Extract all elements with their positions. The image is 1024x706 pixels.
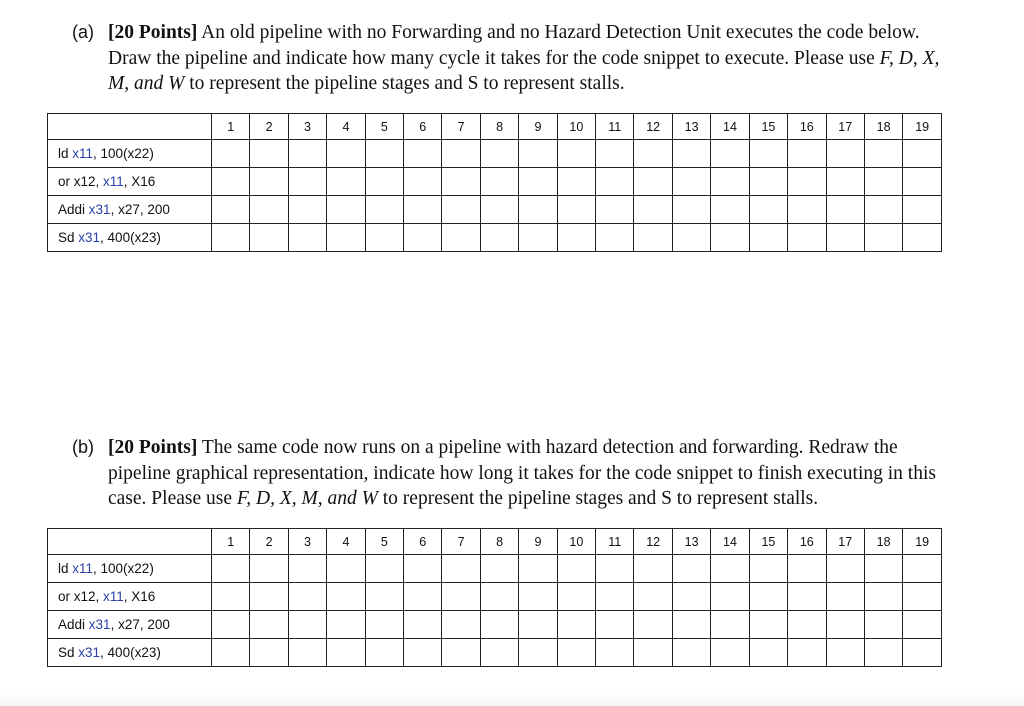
stage-cell[interactable] bbox=[826, 639, 864, 667]
stage-cell[interactable] bbox=[327, 224, 365, 252]
instruction-operands: , x27, 200 bbox=[110, 202, 170, 217]
stage-cell[interactable] bbox=[212, 583, 250, 611]
stage-cell[interactable] bbox=[864, 224, 902, 252]
stage-cell[interactable] bbox=[826, 583, 864, 611]
stage-cell[interactable] bbox=[250, 168, 288, 196]
stage-cell[interactable] bbox=[864, 555, 902, 583]
stage-cell[interactable] bbox=[788, 168, 826, 196]
stage-cell[interactable] bbox=[826, 168, 864, 196]
stage-cell[interactable] bbox=[711, 140, 749, 168]
question-b-text-1: The same code now runs on a pipeline with hazard detection and forwarding. Redraw the pipeline graphical representation, indicate how long it takes for the code snippet to finish executing in this case. Please use bbox=[108, 437, 936, 509]
stage-cell[interactable] bbox=[864, 583, 902, 611]
instruction-row bbox=[48, 196, 942, 224]
instruction-op: Sd bbox=[58, 645, 79, 660]
instruction-op: ld bbox=[58, 561, 73, 576]
stage-cell[interactable] bbox=[711, 611, 749, 639]
cycle-number-9: 9 bbox=[519, 529, 557, 555]
stage-cell[interactable] bbox=[788, 583, 826, 611]
stage-cell[interactable] bbox=[634, 140, 672, 168]
instruction-cell bbox=[48, 555, 212, 583]
cycle-number-2: 2 bbox=[250, 529, 288, 555]
instruction-operands: , x27, 200 bbox=[110, 617, 170, 632]
stage-cell[interactable] bbox=[442, 224, 480, 252]
question-b-stages: F, D, X, M, and W bbox=[236, 488, 378, 509]
stage-cell[interactable] bbox=[557, 168, 595, 196]
cycle-number-4: 4 bbox=[327, 529, 365, 555]
cycle-number-3: 3 bbox=[288, 529, 326, 555]
stage-cell[interactable] bbox=[634, 224, 672, 252]
stage-cell[interactable] bbox=[788, 555, 826, 583]
stage-cell[interactable] bbox=[596, 196, 634, 224]
stage-cell[interactable] bbox=[250, 611, 288, 639]
instruction-cell bbox=[48, 639, 212, 667]
stage-cell[interactable] bbox=[711, 555, 749, 583]
stage-cell[interactable] bbox=[250, 140, 288, 168]
stage-cell[interactable] bbox=[480, 611, 518, 639]
cycle-number-10: 10 bbox=[557, 114, 595, 140]
stage-cell[interactable] bbox=[250, 555, 288, 583]
stage-cell[interactable] bbox=[903, 224, 942, 252]
stage-cell[interactable] bbox=[480, 639, 518, 667]
stage-cell[interactable] bbox=[288, 140, 326, 168]
stage-cell[interactable] bbox=[519, 168, 557, 196]
stage-cell[interactable] bbox=[596, 611, 634, 639]
cycle-number-17: 17 bbox=[826, 114, 864, 140]
stage-cell[interactable] bbox=[634, 611, 672, 639]
cycle-number-8: 8 bbox=[480, 529, 518, 555]
stage-cell[interactable] bbox=[864, 611, 902, 639]
stage-cell[interactable] bbox=[903, 168, 942, 196]
instruction-cell bbox=[48, 196, 212, 224]
page-bottom-shade bbox=[0, 694, 1024, 706]
instruction-row bbox=[48, 611, 942, 639]
cycle-number-19: 19 bbox=[903, 114, 942, 140]
instruction-cell bbox=[48, 224, 212, 252]
stage-cell[interactable] bbox=[749, 168, 787, 196]
stage-cell[interactable] bbox=[903, 555, 942, 583]
stage-cell[interactable] bbox=[634, 196, 672, 224]
instruction-op: Addi bbox=[58, 202, 89, 217]
instruction-op: Addi bbox=[58, 617, 89, 632]
stage-cell[interactable] bbox=[672, 224, 710, 252]
stage-cell[interactable] bbox=[212, 611, 250, 639]
stage-cell[interactable] bbox=[826, 196, 864, 224]
stage-cell[interactable] bbox=[557, 583, 595, 611]
stage-cell[interactable] bbox=[404, 611, 442, 639]
stage-cell[interactable] bbox=[288, 639, 326, 667]
stage-cell[interactable] bbox=[442, 583, 480, 611]
cycle-number-8: 8 bbox=[480, 114, 518, 140]
stage-cell[interactable] bbox=[442, 168, 480, 196]
stage-cell[interactable] bbox=[212, 555, 250, 583]
stage-cell[interactable] bbox=[365, 140, 403, 168]
stage-cell[interactable] bbox=[327, 611, 365, 639]
stage-cell[interactable] bbox=[903, 639, 942, 667]
stage-cell[interactable] bbox=[288, 555, 326, 583]
cycle-number-1: 1 bbox=[212, 529, 250, 555]
stage-cell[interactable] bbox=[557, 639, 595, 667]
stage-cell[interactable] bbox=[557, 555, 595, 583]
cycle-number-5: 5 bbox=[365, 114, 403, 140]
cycle-number-18: 18 bbox=[864, 114, 902, 140]
stage-cell[interactable] bbox=[826, 611, 864, 639]
stage-cell[interactable] bbox=[596, 140, 634, 168]
stage-cell[interactable] bbox=[634, 168, 672, 196]
instruction-register: x11 bbox=[72, 561, 94, 576]
stage-cell[interactable] bbox=[519, 140, 557, 168]
stage-cell[interactable] bbox=[250, 196, 288, 224]
stage-cell[interactable] bbox=[864, 196, 902, 224]
cycle-number-13: 13 bbox=[672, 529, 710, 555]
cycle-number-14: 14 bbox=[711, 529, 749, 555]
stage-cell[interactable] bbox=[826, 224, 864, 252]
instruction-row bbox=[48, 639, 942, 667]
stage-cell[interactable] bbox=[365, 555, 403, 583]
instruction-register: x31 bbox=[78, 645, 101, 660]
cycle-number-5: 5 bbox=[365, 529, 403, 555]
cycle-number-19: 19 bbox=[903, 529, 942, 555]
stage-cell[interactable] bbox=[903, 583, 942, 611]
stage-cell[interactable] bbox=[288, 224, 326, 252]
cycle-number-15: 15 bbox=[749, 114, 787, 140]
stage-cell[interactable] bbox=[288, 196, 326, 224]
instruction-register: x11 bbox=[103, 174, 124, 189]
stage-cell[interactable] bbox=[404, 639, 442, 667]
question-a-text bbox=[108, 20, 942, 97]
stage-cell[interactable] bbox=[749, 140, 787, 168]
stage-cell[interactable] bbox=[749, 611, 787, 639]
cycle-number-12: 12 bbox=[634, 529, 672, 555]
stage-cell[interactable] bbox=[404, 140, 442, 168]
stage-cell[interactable] bbox=[442, 555, 480, 583]
cycle-number-10: 10 bbox=[557, 529, 595, 555]
stage-cell[interactable] bbox=[365, 583, 403, 611]
stage-cell[interactable] bbox=[672, 168, 710, 196]
stage-cell[interactable] bbox=[557, 224, 595, 252]
cycle-number-3: 3 bbox=[288, 114, 326, 140]
stage-cell[interactable] bbox=[480, 224, 518, 252]
stage-cell[interactable] bbox=[404, 555, 442, 583]
stage-cell[interactable] bbox=[634, 555, 672, 583]
stage-cell[interactable] bbox=[519, 224, 557, 252]
cycle-header-row bbox=[48, 529, 942, 555]
stage-cell[interactable] bbox=[365, 639, 403, 667]
stage-cell[interactable] bbox=[480, 168, 518, 196]
stage-cell[interactable] bbox=[749, 583, 787, 611]
stage-cell[interactable] bbox=[557, 140, 595, 168]
instruction-operands: , X16 bbox=[123, 174, 156, 189]
stage-cell[interactable] bbox=[212, 639, 250, 667]
stage-cell[interactable] bbox=[749, 639, 787, 667]
stage-cell[interactable] bbox=[442, 196, 480, 224]
stage-cell[interactable] bbox=[519, 611, 557, 639]
stage-cell[interactable] bbox=[672, 611, 710, 639]
cycle-number-4: 4 bbox=[327, 114, 365, 140]
stage-cell[interactable] bbox=[903, 611, 942, 639]
stage-cell[interactable] bbox=[903, 196, 942, 224]
question-b-text-2: to represent the pipeline stages and S to represent stalls. bbox=[377, 488, 819, 509]
header-corner-cell bbox=[48, 529, 212, 555]
stage-cell[interactable] bbox=[480, 140, 518, 168]
stage-cell[interactable] bbox=[672, 639, 710, 667]
stage-cell[interactable] bbox=[404, 168, 442, 196]
stage-cell[interactable] bbox=[327, 168, 365, 196]
stage-cell[interactable] bbox=[480, 196, 518, 224]
cycle-number-1: 1 bbox=[212, 114, 250, 140]
instruction-register: x31 bbox=[88, 617, 111, 632]
cycle-number-16: 16 bbox=[788, 114, 826, 140]
stage-cell[interactable] bbox=[365, 196, 403, 224]
stage-cell[interactable] bbox=[634, 639, 672, 667]
instruction-cell bbox=[48, 583, 212, 611]
instruction-operands: , 100(x22) bbox=[93, 561, 154, 576]
question-b-text bbox=[108, 435, 942, 512]
cycle-number-16: 16 bbox=[788, 529, 826, 555]
cycle-number-9: 9 bbox=[519, 114, 557, 140]
stage-cell[interactable] bbox=[480, 583, 518, 611]
cycle-header-row bbox=[48, 114, 942, 140]
stage-cell[interactable] bbox=[327, 583, 365, 611]
stage-cell[interactable] bbox=[327, 555, 365, 583]
cycle-number-7: 7 bbox=[442, 529, 480, 555]
question-a-stages: F, D, X, M, and W bbox=[108, 47, 940, 94]
stage-cell[interactable] bbox=[480, 555, 518, 583]
stage-cell[interactable] bbox=[596, 583, 634, 611]
stage-cell[interactable] bbox=[327, 140, 365, 168]
stage-cell[interactable] bbox=[404, 224, 442, 252]
stage-cell[interactable] bbox=[519, 555, 557, 583]
stage-cell[interactable] bbox=[788, 611, 826, 639]
stage-cell[interactable] bbox=[442, 140, 480, 168]
stage-cell[interactable] bbox=[327, 639, 365, 667]
instruction-op: or x12, bbox=[58, 174, 104, 189]
stage-cell[interactable] bbox=[826, 140, 864, 168]
stage-cell[interactable] bbox=[250, 583, 288, 611]
question-a-label: (a) bbox=[72, 22, 94, 42]
question-b bbox=[72, 435, 942, 512]
stage-cell[interactable] bbox=[519, 196, 557, 224]
pipeline-table-b bbox=[47, 528, 942, 667]
pipeline-table-a bbox=[47, 113, 942, 252]
cycle-number-11: 11 bbox=[596, 114, 634, 140]
stage-cell[interactable] bbox=[711, 639, 749, 667]
instruction-register: x11 bbox=[72, 146, 94, 161]
cycle-number-6: 6 bbox=[404, 114, 442, 140]
header-corner-cell bbox=[48, 114, 212, 140]
stage-cell[interactable] bbox=[596, 224, 634, 252]
stage-cell[interactable] bbox=[519, 639, 557, 667]
cycle-number-17: 17 bbox=[826, 529, 864, 555]
cycle-number-14: 14 bbox=[711, 114, 749, 140]
instruction-op: Sd bbox=[58, 230, 79, 245]
stage-cell[interactable] bbox=[212, 140, 250, 168]
stage-cell[interactable] bbox=[596, 555, 634, 583]
stage-cell[interactable] bbox=[250, 224, 288, 252]
stage-cell[interactable] bbox=[826, 555, 864, 583]
stage-cell[interactable] bbox=[365, 168, 403, 196]
question-b-label: (b) bbox=[72, 437, 94, 457]
stage-cell[interactable] bbox=[788, 140, 826, 168]
instruction-cell bbox=[48, 168, 212, 196]
stage-cell[interactable] bbox=[864, 639, 902, 667]
instruction-cell bbox=[48, 140, 212, 168]
stage-cell[interactable] bbox=[672, 196, 710, 224]
stage-cell[interactable] bbox=[788, 639, 826, 667]
stage-cell[interactable] bbox=[672, 583, 710, 611]
stage-cell[interactable] bbox=[903, 140, 942, 168]
stage-cell[interactable] bbox=[365, 611, 403, 639]
stage-cell[interactable] bbox=[288, 583, 326, 611]
instruction-operands: , 100(x22) bbox=[93, 146, 154, 161]
instruction-row bbox=[48, 555, 942, 583]
instruction-row bbox=[48, 168, 942, 196]
question-a bbox=[72, 20, 942, 97]
cycle-number-6: 6 bbox=[404, 529, 442, 555]
stage-cell[interactable] bbox=[442, 611, 480, 639]
stage-cell[interactable] bbox=[672, 140, 710, 168]
stage-cell[interactable] bbox=[596, 168, 634, 196]
instruction-operands: , 400(x23) bbox=[100, 230, 161, 245]
stage-cell[interactable] bbox=[442, 639, 480, 667]
question-b-points: [20 Points] bbox=[108, 437, 198, 458]
instruction-row bbox=[48, 583, 942, 611]
instruction-operands: , 400(x23) bbox=[100, 645, 161, 660]
stage-cell[interactable] bbox=[288, 168, 326, 196]
stage-cell[interactable] bbox=[711, 196, 749, 224]
cycle-number-13: 13 bbox=[672, 114, 710, 140]
stage-cell[interactable] bbox=[557, 196, 595, 224]
stage-cell[interactable] bbox=[212, 224, 250, 252]
cycle-number-2: 2 bbox=[250, 114, 288, 140]
stage-cell[interactable] bbox=[365, 224, 403, 252]
stage-cell[interactable] bbox=[672, 555, 710, 583]
stage-cell[interactable] bbox=[288, 611, 326, 639]
cycle-number-12: 12 bbox=[634, 114, 672, 140]
stage-cell[interactable] bbox=[596, 639, 634, 667]
instruction-register: x31 bbox=[88, 202, 111, 217]
stage-cell[interactable] bbox=[212, 196, 250, 224]
stage-cell[interactable] bbox=[404, 196, 442, 224]
stage-cell[interactable] bbox=[711, 224, 749, 252]
instruction-operands: , X16 bbox=[123, 589, 156, 604]
instruction-cell bbox=[48, 611, 212, 639]
cycle-number-15: 15 bbox=[749, 529, 787, 555]
cycle-number-18: 18 bbox=[864, 529, 902, 555]
stage-cell[interactable] bbox=[749, 555, 787, 583]
stage-cell[interactable] bbox=[557, 611, 595, 639]
question-a-text-2: to represent the pipeline stages and S to represent stalls. bbox=[184, 73, 625, 94]
stage-cell[interactable] bbox=[749, 224, 787, 252]
instruction-op: ld bbox=[58, 146, 73, 161]
instruction-op: or x12, bbox=[58, 589, 104, 604]
stage-cell[interactable] bbox=[634, 583, 672, 611]
stage-cell[interactable] bbox=[711, 583, 749, 611]
question-a-points: [20 Points] bbox=[108, 22, 198, 43]
instruction-register: x31 bbox=[78, 230, 101, 245]
stage-cell[interactable] bbox=[327, 196, 365, 224]
stage-cell[interactable] bbox=[788, 196, 826, 224]
question-a-text-1: An old pipeline with no Forwarding and no Hazard Detection Unit executes the code below. Draw the pipeline and indicate how many cycle it takes for the code snippet to execute. Please use bbox=[108, 22, 920, 69]
stage-cell[interactable] bbox=[749, 196, 787, 224]
stage-cell[interactable] bbox=[864, 140, 902, 168]
cycle-number-11: 11 bbox=[596, 529, 634, 555]
stage-cell[interactable] bbox=[788, 224, 826, 252]
stage-cell[interactable] bbox=[250, 639, 288, 667]
stage-cell[interactable] bbox=[711, 168, 749, 196]
instruction-row bbox=[48, 140, 942, 168]
instruction-row bbox=[48, 224, 942, 252]
stage-cell[interactable] bbox=[404, 583, 442, 611]
instruction-register: x11 bbox=[103, 589, 124, 604]
stage-cell[interactable] bbox=[519, 583, 557, 611]
stage-cell[interactable] bbox=[212, 168, 250, 196]
stage-cell[interactable] bbox=[864, 168, 902, 196]
cycle-number-7: 7 bbox=[442, 114, 480, 140]
